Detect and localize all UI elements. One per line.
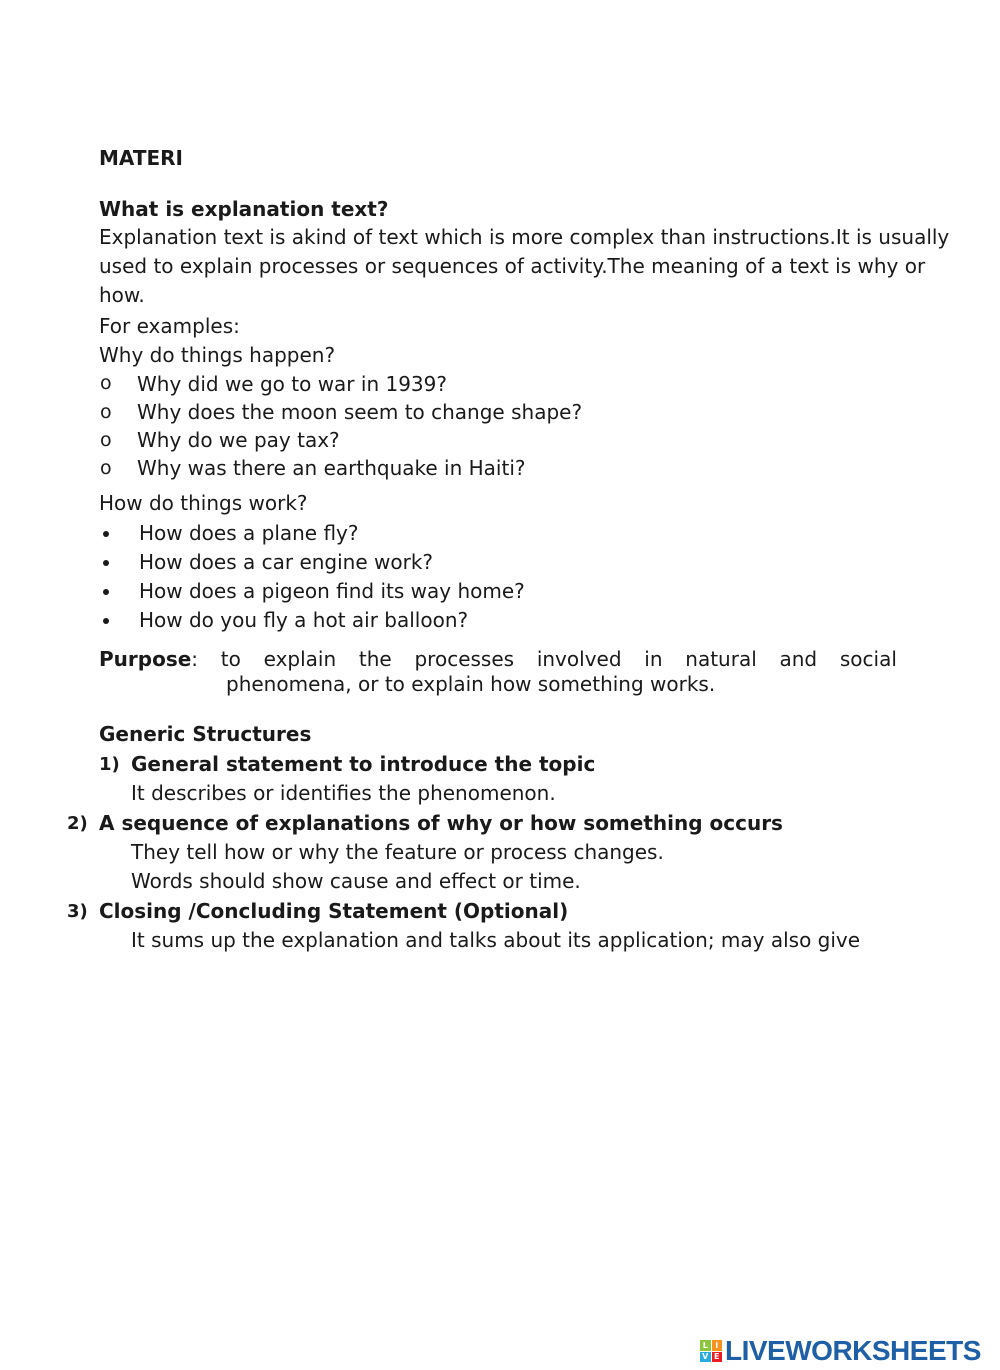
circle-bullet-icon: o <box>100 401 112 423</box>
question-heading: What is explanation text? <box>99 197 389 221</box>
structure-number: 1) <box>99 754 120 775</box>
intro-line <box>99 254 926 284</box>
list-item: How do you fly a hot air balloon? <box>139 608 469 632</box>
dot-bullet-icon <box>103 560 109 566</box>
intro-line-text: It is usually <box>835 225 950 249</box>
structure-detail: It describes or identifies the phenomenon. <box>131 781 556 805</box>
purpose-word: social <box>839 647 897 671</box>
circle-bullet-icon: o <box>100 457 112 479</box>
purpose-colon: : <box>191 647 199 671</box>
list-item: Why did we go to war in 1939? <box>137 372 447 396</box>
circle-bullet-icon: o <box>100 429 112 451</box>
intro-line <box>99 225 950 255</box>
purpose-word: explain <box>263 647 337 671</box>
purpose-word: to <box>220 647 241 671</box>
purpose-word: involved <box>536 647 622 671</box>
intro-line-text: how. <box>99 283 145 307</box>
purpose-word: the <box>358 647 392 671</box>
purpose-continuation: phenomena, or to explain how something works. <box>226 672 716 696</box>
structure-detail: They tell how or why the feature or process changes. <box>131 840 664 864</box>
why-heading: Why do things happen? <box>99 343 336 367</box>
intro-line-text: used to explain processes or sequences of activity. <box>99 254 608 278</box>
logo-mark-letter: L <box>700 1340 711 1351</box>
list-item: Why does the moon seem to change shape? <box>137 400 583 424</box>
logo-mark-icon <box>700 1340 722 1362</box>
purpose-label-group <box>99 648 198 670</box>
list-item: How does a plane fly? <box>139 521 359 545</box>
circle-bullet-icon: o <box>100 372 112 394</box>
intro-line <box>99 284 897 313</box>
purpose-word: and <box>779 647 818 671</box>
intro-line-text: Explanation text is akind of text which is more complex than instructions. <box>99 225 836 249</box>
structure-title: Closing /Concluding Statement (Optional) <box>99 899 569 923</box>
logo-text: LIVEWORKSHEETS <box>725 1335 981 1366</box>
purpose-word: in <box>644 647 663 671</box>
list-item: How does a car engine work? <box>139 550 434 574</box>
structure-detail: It sums up the explanation and talks about its application; may also give <box>131 928 861 952</box>
list-item: Why do we pay tax? <box>137 428 340 452</box>
structure-detail: Words should show cause and effect or time. <box>131 869 581 893</box>
how-heading: How do things work? <box>99 491 308 515</box>
intro-paragraph <box>99 225 950 313</box>
structure-number: 3) <box>67 901 88 922</box>
liveworksheets-logo <box>700 1337 981 1365</box>
purpose-word: processes <box>414 647 515 671</box>
intro-line-text: The meaning of a text is why or <box>607 254 926 278</box>
structure-number: 2) <box>67 813 88 834</box>
purpose-label: Purpose <box>99 647 192 671</box>
logo-mark-letter: E <box>712 1352 723 1363</box>
logo-mark-letter: I <box>712 1340 723 1351</box>
structure-title: A sequence of explanations of why or how something occurs <box>99 811 783 835</box>
for-examples-label: For examples: <box>99 314 240 338</box>
list-item: Why was there an earthquake in Haiti? <box>137 456 526 480</box>
structure-title: General statement to introduce the topic <box>131 752 596 776</box>
dot-bullet-icon <box>103 589 109 595</box>
logo-mark-letter: V <box>700 1352 711 1363</box>
page-title: MATERI <box>99 146 183 170</box>
generic-heading: Generic Structures <box>99 722 312 746</box>
purpose-line <box>99 648 897 670</box>
purpose-word: natural <box>685 647 757 671</box>
list-item: How does a pigeon find its way home? <box>139 579 525 603</box>
dot-bullet-icon <box>103 618 109 624</box>
dot-bullet-icon <box>103 531 109 537</box>
